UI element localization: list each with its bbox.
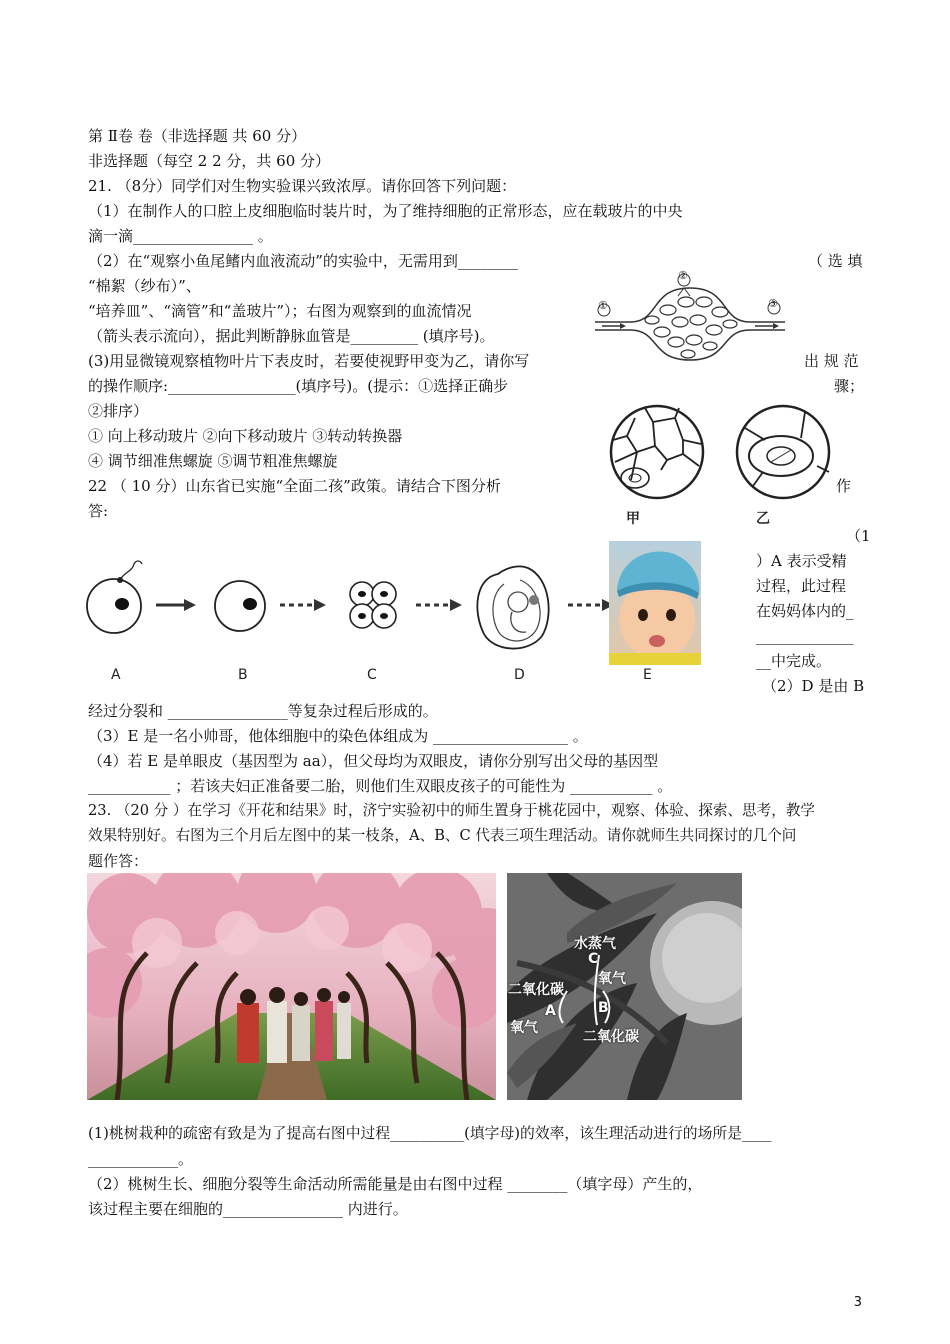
q23-stem-line1: 23. （20 分 ）在学习《开花和结果》时，济宁实验初中的师生置身于桃花园中，观察、体验、探索、思考，教学 <box>88 802 816 819</box>
q22-stem: 22 （ 10 分）山东省已实施“全面二孩”政策。请结合下图分析 <box>88 477 501 495</box>
peach-orchard-photo <box>87 873 496 1100</box>
q22-part4-line2: ___________ ；若该夫妇正准备要二胎，则他们生双眼皮孩子的可能性为 ___________ 。 <box>88 777 673 795</box>
q23-part2-line1: （2）桃树生长、细胞分裂等生命活动所需能量是由右图中过程 ________（填字母）产生的， <box>88 1175 703 1193</box>
q22-side-5: _____________ <box>756 627 854 645</box>
q22-part3: （3）E 是一名小帅哥，他体细胞中的染色体组成为 __________________ 。 <box>88 727 588 745</box>
blood-flow-diagram <box>590 270 790 370</box>
field-label-yi: 乙 <box>756 511 770 527</box>
q21-part2-line4: （箭头表示流向），据此判断静脉血管是_________ (填序号)。 <box>88 327 495 345</box>
vessel-label-1: ① <box>598 299 608 312</box>
leaf-label-b: B <box>598 1000 609 1016</box>
baby-photo <box>609 541 701 665</box>
q21-options-line1: ① 向上移动玻片 ②向下移动玻片 ③转动转换器 <box>88 427 403 445</box>
stage-label-b: B <box>238 667 248 683</box>
q22-stem-right: 作 <box>836 477 852 495</box>
section-subheader: 非选择题（每空 2 2 分，共 60 分） <box>88 152 331 170</box>
stage-label-e: E <box>643 667 652 683</box>
q22-part2: 经过分裂和 ________________等复杂过程后形成的。 <box>88 702 438 720</box>
q21-part2-line1-right: （ 选 填 <box>808 252 863 270</box>
q21-stem: 21. （8分）同学们对生物实验课兴致浓厚。请你回答下列问题： <box>88 177 517 195</box>
q22-part4-line1: （4）若 E 是单眼皮（基因型为 aa），但父母均为双眼皮，请你分别写出父母的基因型 <box>88 752 659 770</box>
section-header: 第 Ⅱ卷 卷（非选择题 共 60 分） <box>88 127 307 145</box>
q22-side-7: （2）D 是由 B <box>762 677 865 695</box>
q22-side-1: （1 <box>846 527 871 545</box>
leaf-label-oxygen-top: 氧气 <box>598 971 626 987</box>
leaf-label-water-vapor: 水蒸气 <box>574 936 616 952</box>
q22-side-6: __中完成。 <box>756 652 832 670</box>
vessel-label-2: ② <box>678 269 688 282</box>
leaf-label-c: C <box>588 951 599 967</box>
q22-side-2: ）A 表示受精 <box>756 552 847 570</box>
q22-side-4: 在妈妈体内的_ <box>756 602 854 620</box>
q21-part2-line2: “棉絮（纱布）”、 <box>88 277 201 295</box>
microscope-fields <box>605 400 845 510</box>
leaf-label-co2-bottom: 二氧化碳 <box>583 1029 639 1045</box>
q23-stem-line2: 效果特别好。右图为三个月后左图中的某一枝条，A、B、C 代表三项生理活动。请你就师生共同探讨的几个问 <box>88 827 797 844</box>
stage-label-a: A <box>111 667 121 683</box>
q21-part1-line2: 滴一滴________________ 。 <box>88 227 273 245</box>
stage-label-c: C <box>367 667 377 683</box>
q23-part2-line2: 该过程主要在细胞的________________ 内进行。 <box>88 1200 408 1218</box>
q23-stem-line3: 题作答： <box>88 852 149 870</box>
stage-label-d: D <box>514 667 525 683</box>
q21-part2-line3: “培养皿”、“滴管”和“盖玻片”）；右图为观察到的血流情况 <box>88 302 472 320</box>
leaf-label-co2-left: 二氧化碳 <box>508 982 564 998</box>
q21-part2-line1: （2）在“观察小鱼尾鳍内血液流动”的实验中，无需用到________ <box>88 252 518 270</box>
q21-part3-line1-right: 出 规 范 <box>804 352 859 370</box>
development-diagram <box>80 550 620 670</box>
leaf-label-a: A <box>545 1003 556 1019</box>
q21-part1-line1: （1）在制作人的口腔上皮细胞临时装片时，为了维持细胞的正常形态，应在载玻片的中央 <box>88 202 683 220</box>
vessel-label-3: ③ <box>768 297 778 310</box>
q21-part3-line1: (3)用显微镜观察植物叶片下表皮时，若要使视野甲变为乙，请你写 <box>88 352 530 370</box>
leaf-label-oxygen-left: 氧气 <box>510 1020 538 1036</box>
page-number: 3 <box>853 1295 862 1310</box>
q22-side-3: 过程，此过程 <box>756 577 847 595</box>
q21-part3-line2: 的操作顺序:_________________(填序号)。(提示：①选择正确步 <box>88 377 509 395</box>
q21-options-line2: ④ 调节细准焦螺旋 ⑤调节粗准焦螺旋 <box>88 452 338 470</box>
q23-part1-line2: ____________。 <box>88 1150 194 1168</box>
q21-part3-line3: ②排序） <box>88 402 149 420</box>
q23-part1-line1: (1)桃树栽种的疏密有致是为了提高右图中过程__________(填字母)的效率，该生理活动进行的场所是____ <box>88 1125 772 1142</box>
field-label-jia: 甲 <box>626 511 640 527</box>
q21-part3-line2-right: 骤； <box>834 377 865 395</box>
q22-stem-line2: 答: <box>88 502 109 520</box>
